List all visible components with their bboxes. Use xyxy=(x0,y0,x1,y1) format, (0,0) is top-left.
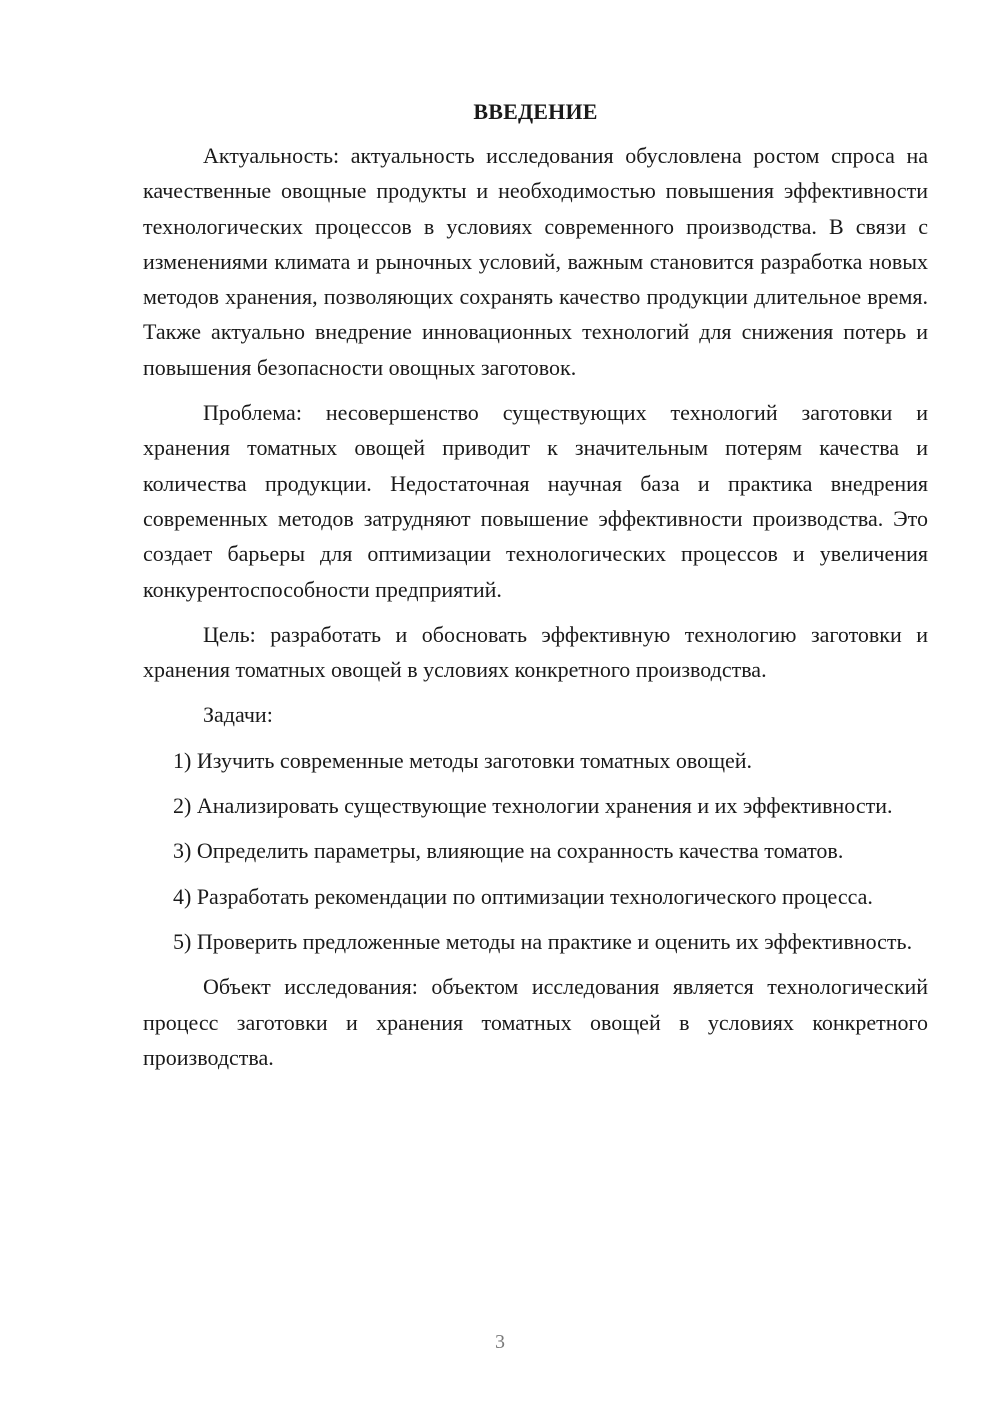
paragraph-goal: Цель: разработать и обосновать эффективную технологию заготовки и хранения томатных овощей в условиях конкретного производства. xyxy=(143,621,928,683)
task-item-1: 1) Изучить современные методы заготовки томатных овощей. xyxy=(173,747,753,773)
task-item-5: 5) Проверить предложенные методы на практике и оценить их эффективность. xyxy=(173,928,913,954)
task-item-4: 4) Разработать рекомендации по оптимизации технологического процесса. xyxy=(173,883,873,909)
paragraph-object: Объект исследования: объектом исследования является технологический процесс заготовки и хранения томатных овощей в условиях конкретного производства. xyxy=(143,974,928,1070)
tasks-list xyxy=(143,743,928,959)
page-number: 3 xyxy=(495,1331,505,1353)
paragraph-problem: Проблема: несовершенство существующих технологий заготовки и хранения томатных овощей приводит к значительным потерям качества и количества продукции. Недостаточная научная база и практика внедрения современных методов затрудняют повышение эффективности производства. Это создает барьеры для оптимизации технологических процессов и увеличения конкурентоспособности предприятий. xyxy=(143,400,928,602)
tasks-heading: Задачи: xyxy=(203,702,273,728)
document-page xyxy=(143,94,928,1085)
section-title: ВВЕДЕНИЕ xyxy=(473,99,598,124)
task-item-2: 2) Анализировать существующие технологии хранения и их эффективности. xyxy=(173,793,893,819)
task-item-3: 3) Определить параметры, влияющие на сохранность качества томатов. xyxy=(173,838,844,864)
paragraph-relevance: Актуальность: актуальность исследования обусловлена ростом спроса на качественные овощные продукты и необходимостью повышения эффективности технологических процессов в условиях современного производства. В связи с изменениями климата и рыночных условий, важным становится разработка новых методов хранения, позволяющих сохранять качество продукции длительное время. Также актуально внедрение инновационных технологий для снижения потерь и повышения безопасности овощных заготовок. xyxy=(143,143,928,380)
